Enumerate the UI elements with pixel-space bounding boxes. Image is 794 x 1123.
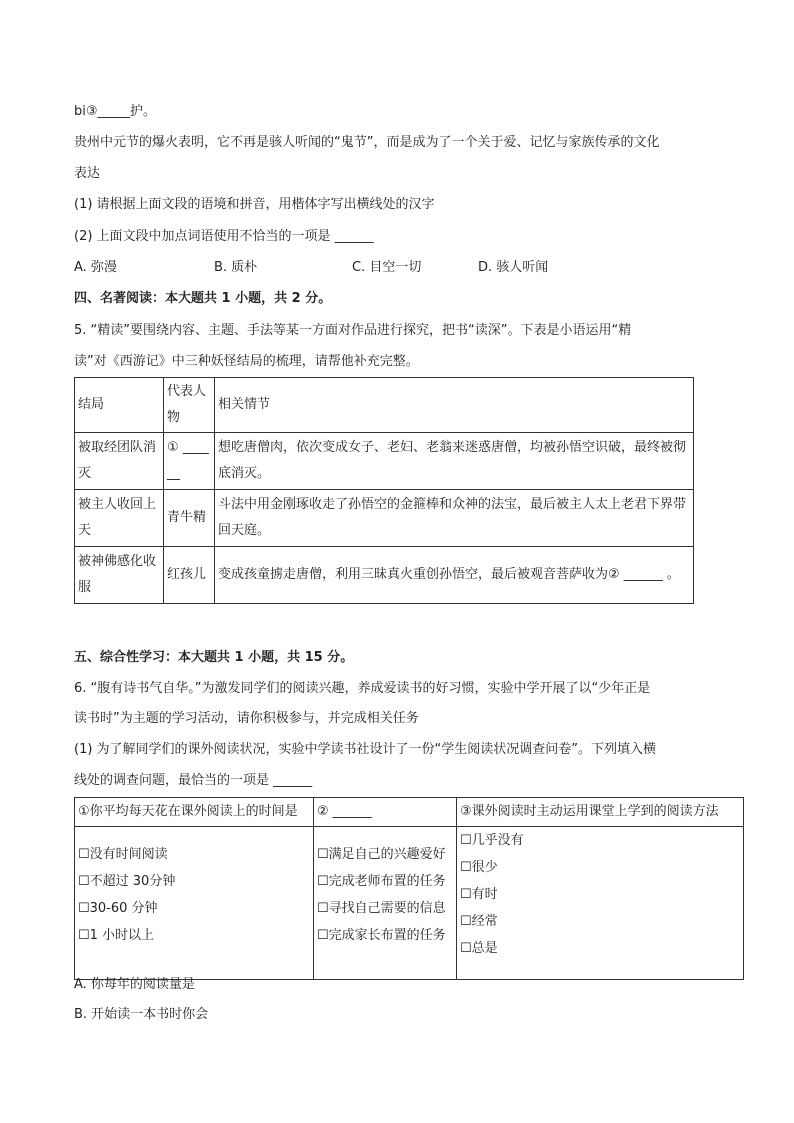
q4-sub-1: (1) 请根据上面文段的语境和拼音，用楷体字写出横线处的汉字 — [74, 197, 435, 212]
checkbox-option[interactable]: ☐寻找自己需要的信息 — [317, 901, 446, 916]
checkbox-option[interactable]: ☐完成家长布置的任务 — [317, 928, 446, 943]
q4-option-d[interactable]: D. 骇人听闻 — [478, 260, 549, 275]
q4-line-3: 表达 — [74, 166, 101, 181]
q5-line-2: 读”对《西游记》中三种妖怪结局的梳理，请帮他补充完整。 — [74, 354, 419, 369]
checkbox-option[interactable]: ☐不超过 30分钟 — [78, 874, 176, 889]
q4-option-b[interactable]: B. 质朴 — [214, 260, 258, 275]
table-cell: 红孩儿 — [164, 547, 215, 604]
q6-option-a[interactable]: A. 你每年的阅读量是 — [74, 977, 195, 992]
q6-line-2: 读书时”为主题的学习活动，请你积极参与，并完成相关任务 — [74, 711, 419, 726]
checkbox-option[interactable]: ☐没有时间阅读 — [78, 847, 168, 862]
q6-line-1: 6. “腹有诗书气自华。”为激发同学们的阅读兴趣，养成爱读书的好习惯，实验中学开展了以“少年正是 — [74, 681, 651, 696]
q6-sub-1-line-1: (1) 为了解同学们的课外阅读状况，实验中学读书社设计了一份“学生阅读状况调查问卷”。下列填入横 — [74, 742, 657, 757]
table-header-row — [75, 378, 694, 433]
checkbox-option[interactable]: ☐满足自己的兴趣爱好 — [317, 847, 446, 862]
q4-option-a[interactable]: A. 弥漫 — [74, 260, 117, 275]
survey-col-3 — [457, 827, 744, 980]
survey-options-row — [75, 827, 744, 980]
checkbox-option[interactable]: ☐完成老师布置的任务 — [317, 874, 446, 889]
blank-cell[interactable]: ① ______ — [164, 433, 215, 490]
table-row — [75, 490, 694, 547]
survey-header-row — [75, 798, 744, 827]
survey-header: ③课外阅读时主动运用课堂上学到的阅读方法 — [457, 798, 744, 827]
survey-table — [74, 797, 744, 980]
table-cell: 被主人收回上天 — [75, 490, 164, 547]
table-cell: 被取经团队消灭 — [75, 433, 164, 490]
q4-sub-2: (2) 上面文段中加点词语使用不恰当的一项是 ______ — [74, 229, 374, 244]
table-cell: 斗法中用金刚琢收走了孙悟空的金箍棒和众神的法宝，最后被主人太上老君下界带回天庭。 — [215, 490, 694, 547]
table-header: 相关情节 — [215, 378, 694, 433]
table-header: 代表人物 — [164, 378, 215, 433]
survey-col-1 — [75, 827, 314, 980]
survey-header: ①你平均每天花在课外阅读上的时间是 — [75, 798, 314, 827]
q6-sub-1-line-2: 线处的调查问题，最恰当的一项是 ______ — [74, 773, 313, 788]
q5-line-1: 5. “精读”要围绕内容、主题、手法等某一方面对作品进行探究，把书“读深”。下表是小语运用“精 — [74, 323, 632, 338]
xiyouji-table — [74, 377, 694, 604]
table-cell[interactable]: 变成孩童掳走唐僧，利用三昧真火重创孙悟空，最后被观音菩萨收为② ______ 。 — [215, 547, 694, 604]
checkbox-option[interactable]: ☐有时 — [460, 887, 498, 902]
checkbox-option[interactable]: ☐经常 — [460, 914, 498, 929]
checkbox-option[interactable]: ☐总是 — [460, 941, 498, 956]
table-row — [75, 547, 694, 604]
q6-option-b[interactable]: B. 开始读一本书时你会 — [74, 1007, 209, 1022]
survey-col-2 — [314, 827, 457, 980]
table-cell: 青牛精 — [164, 490, 215, 547]
checkbox-option[interactable]: ☐几乎没有 — [460, 833, 524, 848]
section-4-heading: 四、名著阅读：本大题共 1 小题，共 2 分。 — [74, 291, 332, 306]
table-row — [75, 433, 694, 490]
q4-line-1: bi③_____护。 — [74, 104, 157, 119]
checkbox-option[interactable]: ☐30-60 分钟 — [78, 901, 158, 916]
section-5-heading: 五、综合性学习：本大题共 1 小题，共 15 分。 — [74, 650, 354, 665]
survey-header-blank[interactable]: ② ______ — [314, 798, 457, 827]
q4-option-c[interactable]: C. 目空一切 — [352, 260, 422, 275]
table-header: 结局 — [75, 378, 164, 433]
checkbox-option[interactable]: ☐很少 — [460, 860, 498, 875]
table-cell: 想吃唐僧肉，依次变成女子、老妇、老翁来迷惑唐僧，均被孙悟空识破，最终被彻底消灭。 — [215, 433, 694, 490]
q4-line-2: 贵州中元节的爆火表明，它不再是骇人听闻的“鬼节”，而是成为了一个关于爱、记忆与家族传承的文化 — [74, 135, 660, 150]
table-cell: 被神佛感化收服 — [75, 547, 164, 604]
checkbox-option[interactable]: ☐1 小时以上 — [78, 928, 155, 943]
